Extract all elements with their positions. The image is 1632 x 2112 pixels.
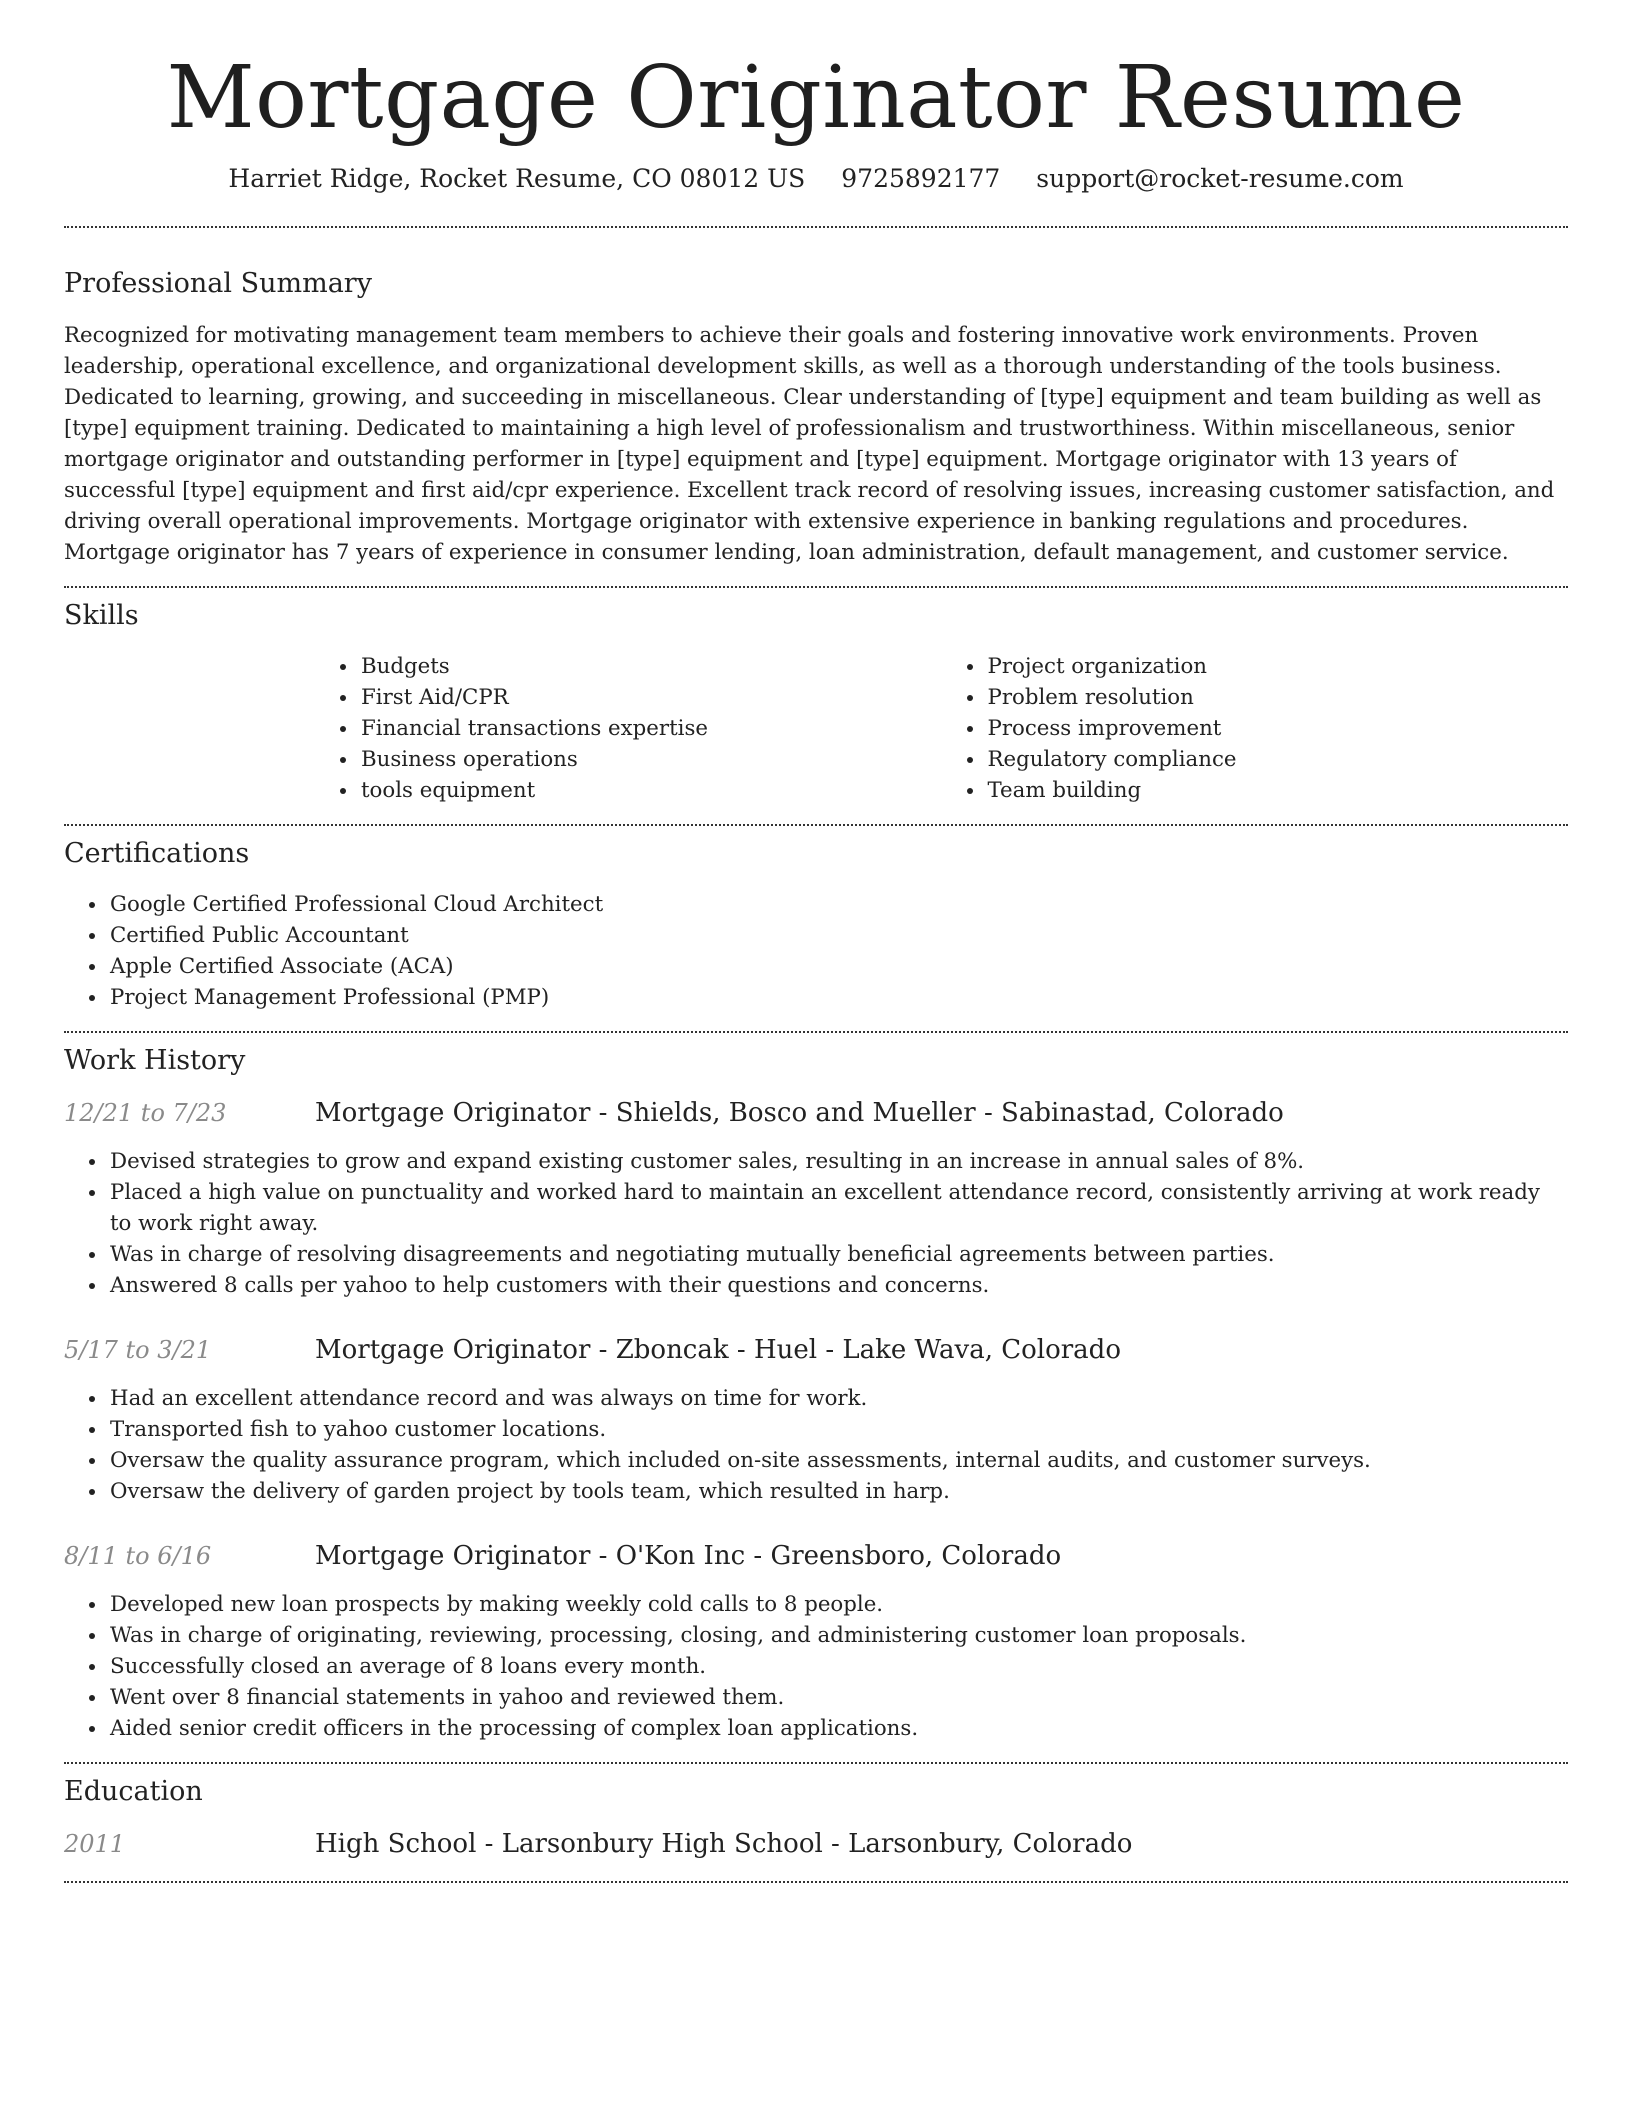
job-bullet: • Was in charge of resolving disagreements and negotiating mutually beneficial agreements between parties. (108, 1239, 1568, 1270)
job-header (64, 1541, 1568, 1571)
section-divider (64, 226, 1568, 228)
job-header (64, 1335, 1568, 1365)
job-bullet: • Developed new loan prospects by making weekly cold calls to 8 people. (108, 1589, 1568, 1620)
job-bullets (64, 1589, 1568, 1744)
skill-item: • Regulatory compliance (986, 744, 1569, 775)
section-divider (64, 1762, 1568, 1764)
skill-item: • Process improvement (986, 713, 1569, 744)
page-title: Mortgage Originator Resume (166, 48, 1466, 148)
skill-item: • Project organization (986, 651, 1569, 682)
education-title: High School - Larsonbury High School - Larsonbury, Colorado (315, 1829, 1133, 1860)
skill-item: • Team building (986, 775, 1569, 806)
certification-item: • Certified Public Accountant (108, 920, 1568, 951)
job-bullet: • Transported fish to yahoo customer locations. (108, 1414, 1568, 1445)
section-heading-education: Education (64, 1776, 203, 1808)
section-heading-work-history: Work History (64, 1045, 246, 1077)
education-section (64, 1776, 1568, 1859)
job-dates: 5/17 to 3/21 (64, 1336, 212, 1365)
skills-section (64, 600, 1568, 806)
skills-list-left (315, 651, 942, 806)
resume-header (0, 0, 1632, 193)
section-heading-skills: Skills (64, 600, 139, 632)
contact-line (0, 164, 1632, 193)
job-bullet: • Answered 8 calls per yahoo to help customers with their questions and concerns. (108, 1270, 1568, 1301)
skill-item: • Budgets (359, 651, 942, 682)
work-history-section (64, 1045, 1568, 1744)
job-title: Mortgage Originator - Shields, Bosco and Mueller - Sabinastad, Colorado (315, 1098, 1284, 1129)
skill-item: • First Aid/CPR (359, 682, 942, 713)
job-title: Mortgage Originator - Zboncak - Huel - Lake Wava, Colorado (315, 1335, 1121, 1366)
job-bullets (64, 1146, 1568, 1301)
section-heading-summary: Professional Summary (64, 268, 372, 300)
contact-email: support@rocket-resume.com (1036, 164, 1404, 194)
section-divider (64, 1881, 1568, 1883)
certification-item: • Apple Certified Associate (ACA) (108, 951, 1568, 982)
certification-item: • Project Management Professional (PMP) (108, 982, 1568, 1013)
summary-section (64, 268, 1568, 568)
section-divider (64, 586, 1568, 588)
summary-text: Recognized for motivating management team members to achieve their goals and fostering innovative work environments. Proven leadership, operational excellence, and organizational development skills, as well as a thorough understanding of the tools business. Dedicated to learning, growing, and succeeding in miscellaneous. Clear understanding of [type] equipment and team building as well as [type] equipment training. Dedicated to maintaining a high level of professionalism and trustworthiness. Within miscellaneous, senior mortgage originator and outstanding performer in [type] equipment and [type] equipment. Mortgage originator with 13 years of successful [type] equipment and first aid/cpr experience. Excellent track record of resolving issues, increasing customer satisfaction, and driving overall operational improvements. Mortgage originator with extensive experience in banking regulations and procedures. Mortgage originator has 7 years of experience in consumer lending, loan administration, default management, and customer service. (64, 323, 1555, 566)
skills-grid (315, 651, 1568, 806)
job-bullet: • Successfully closed an average of 8 loans every month. (108, 1651, 1568, 1682)
section-divider (64, 1031, 1568, 1033)
job-dates: 8/11 to 6/16 (64, 1542, 212, 1571)
certification-item: • Google Certified Professional Cloud Architect (108, 889, 1568, 920)
contact-address: Harriet Ridge, Rocket Resume, CO 08012 US (228, 164, 806, 194)
section-heading-certifications: Certifications (64, 838, 250, 870)
job-bullet: • Oversaw the quality assurance program, which included on-site assessments, internal audits, and customer surveys. (108, 1445, 1568, 1476)
education-entry (64, 1829, 1568, 1859)
job-bullet: • Aided senior credit officers in the processing of complex loan applications. (108, 1713, 1568, 1744)
job-entry (64, 1541, 1568, 1744)
skill-item: • Financial transactions expertise (359, 713, 942, 744)
job-bullet: • Had an excellent attendance record and was always on time for work. (108, 1383, 1568, 1414)
certifications-section (64, 838, 1568, 1013)
job-header (64, 1098, 1568, 1128)
job-bullets (64, 1383, 1568, 1507)
job-title: Mortgage Originator - O'Kon Inc - Greensboro, Colorado (315, 1541, 1062, 1572)
skill-item: • Business operations (359, 744, 942, 775)
job-bullet: • Placed a high value on punctuality and worked hard to maintain an excellent attendance record, consistently arriving at work ready to work right away. (108, 1177, 1568, 1239)
job-entry (64, 1335, 1568, 1507)
education-year: 2011 (64, 1830, 126, 1859)
skill-item: • tools equipment (359, 775, 942, 806)
skill-item: • Problem resolution (986, 682, 1569, 713)
job-entry (64, 1098, 1568, 1301)
job-bullet: • Oversaw the delivery of garden project by tools team, which resulted in harp. (108, 1476, 1568, 1507)
job-bullet: • Went over 8 financial statements in yahoo and reviewed them. (108, 1682, 1568, 1713)
certifications-list (64, 889, 1568, 1013)
contact-phone: 9725892177 (841, 164, 1001, 194)
section-divider (64, 824, 1568, 826)
job-bullet: • Was in charge of originating, reviewing, processing, closing, and administering customer loan proposals. (108, 1620, 1568, 1651)
job-dates: 12/21 to 7/23 (64, 1099, 227, 1128)
job-bullet: • Devised strategies to grow and expand existing customer sales, resulting in an increase in annual sales of 8%. (108, 1146, 1568, 1177)
skills-list-right (942, 651, 1569, 806)
